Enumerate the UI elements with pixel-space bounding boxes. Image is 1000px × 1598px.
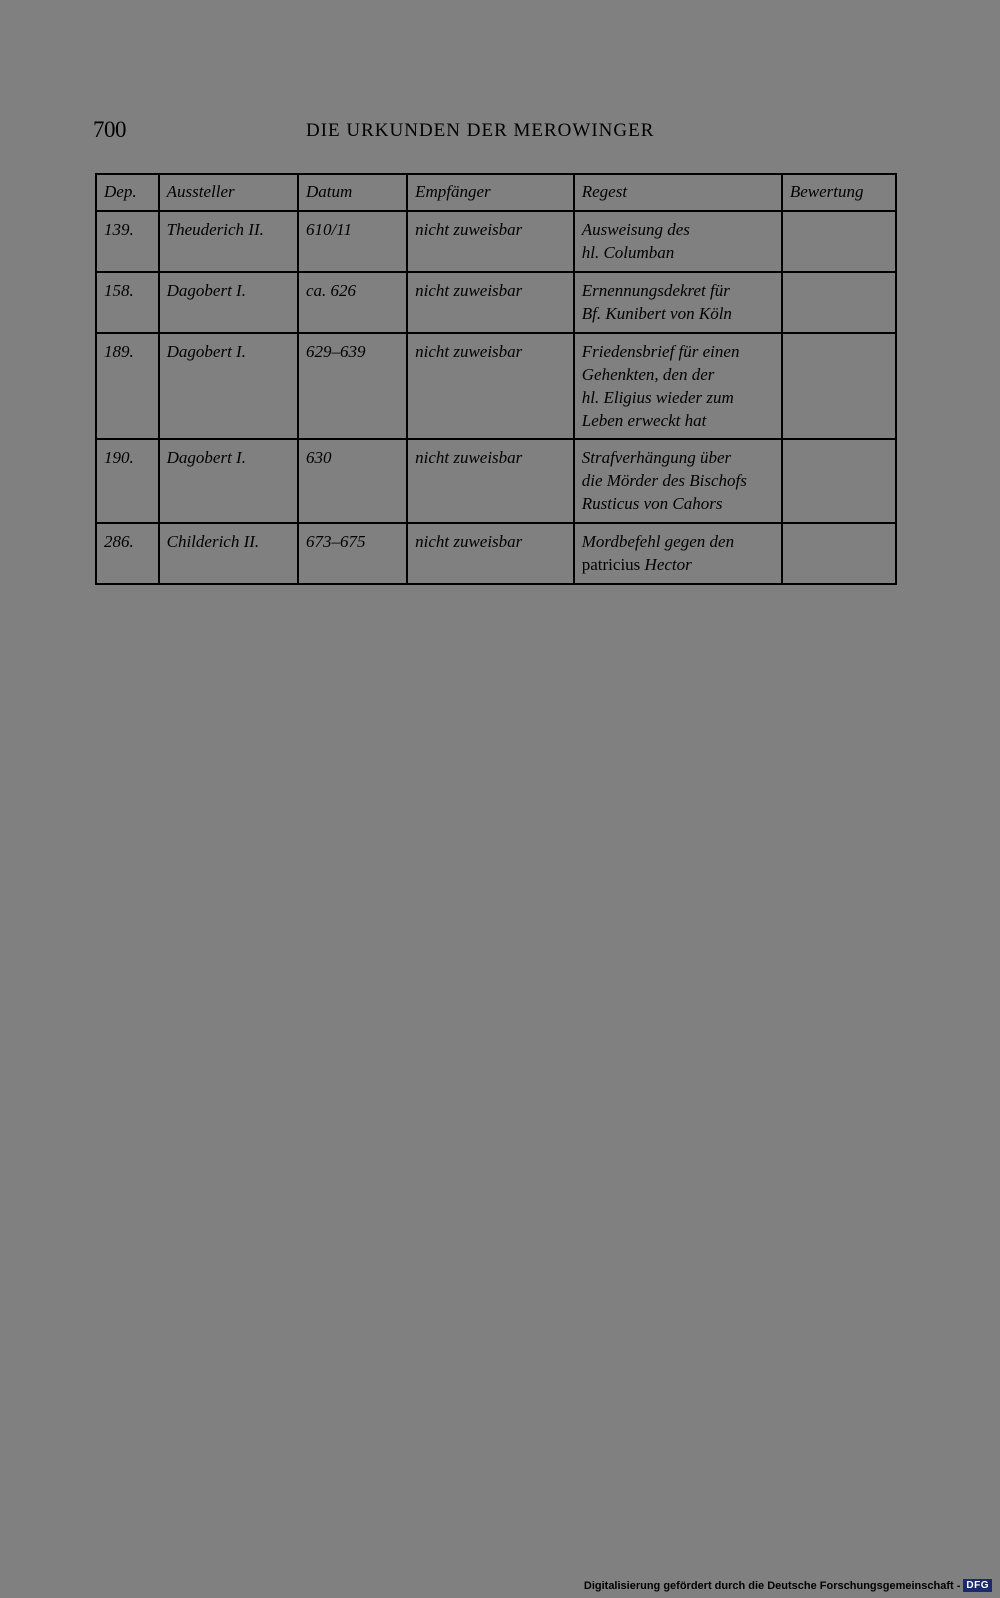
footer-credit: [584, 1579, 992, 1592]
regest-line: Leben erweckt hat: [581, 411, 707, 430]
cell-dep: 139.: [96, 211, 159, 272]
cell-aussteller: Dagobert I.: [159, 272, 298, 333]
cell-regest: [574, 272, 782, 333]
cell-datum: 673–675: [298, 523, 407, 584]
cell-dep: 190.: [96, 439, 159, 523]
table-row: [96, 333, 896, 439]
regest-upright-word: patricius: [581, 555, 641, 574]
regest-italic-word: Hector: [644, 555, 692, 574]
header-dep: Dep.: [96, 174, 159, 211]
regest-line-mixed: [582, 553, 774, 576]
header-datum: Datum: [298, 174, 407, 211]
document-table: [95, 173, 897, 585]
regest-line: Ernennungsdekret für: [581, 281, 730, 300]
cell-dep: 189.: [96, 333, 159, 439]
cell-datum: ca. 626: [298, 272, 407, 333]
header-empfaenger: Empfänger: [407, 174, 574, 211]
cell-aussteller: Dagobert I.: [159, 439, 298, 523]
header-regest: Regest: [574, 174, 782, 211]
regest-line: Strafverhängung über: [581, 448, 732, 467]
cell-empfaenger: nicht zuweisbar: [407, 333, 574, 439]
cell-datum: 629–639: [298, 333, 407, 439]
regest-line: hl. Columban: [581, 243, 675, 262]
cell-empfaenger: nicht zuweisbar: [407, 272, 574, 333]
cell-regest: [574, 523, 782, 584]
cell-bewertung: [782, 211, 896, 272]
cell-empfaenger: nicht zuweisbar: [407, 211, 574, 272]
table-row: [96, 523, 896, 584]
cell-regest: [574, 333, 782, 439]
cell-aussteller: Childerich II.: [159, 523, 298, 584]
dfg-logo: DFG: [963, 1579, 992, 1592]
cell-datum: 610/11: [298, 211, 407, 272]
cell-regest: [574, 439, 782, 523]
cell-bewertung: [782, 439, 896, 523]
header-aussteller: Aussteller: [159, 174, 298, 211]
cell-bewertung: [782, 272, 896, 333]
cell-bewertung: [782, 333, 896, 439]
table-row: [96, 272, 896, 333]
regest-line: Bf. Kunibert von Köln: [581, 304, 732, 323]
table-header-row: [96, 174, 896, 211]
cell-empfaenger: nicht zuweisbar: [407, 523, 574, 584]
header-bewertung: Bewertung: [782, 174, 896, 211]
regest-line: Mordbefehl gegen den: [581, 532, 735, 551]
cell-bewertung: [782, 523, 896, 584]
table-row: [96, 211, 896, 272]
cell-dep: 286.: [96, 523, 159, 584]
cell-dep: 158.: [96, 272, 159, 333]
cell-regest: [574, 211, 782, 272]
footer-text: Digitalisierung gefördert durch die Deutsche Forschungsgemeinschaft -: [583, 1579, 961, 1592]
cell-empfaenger: nicht zuweisbar: [407, 439, 574, 523]
regest-line: die Mörder des Bischofs: [581, 471, 747, 490]
page-number: 700: [93, 117, 126, 142]
regest-line: Friedensbrief für einen: [581, 342, 740, 361]
cell-aussteller: Dagobert I.: [159, 333, 298, 439]
cell-aussteller: Theuderich II.: [159, 211, 298, 272]
regest-line: Rusticus von Cahors: [581, 494, 723, 513]
regest-line: Gehenkten, den der: [581, 365, 715, 384]
regest-line: Ausweisung des: [581, 220, 690, 239]
running-head: DIE URKUNDEN DER MEROWINGER: [306, 120, 655, 141]
table-row: [96, 439, 896, 523]
cell-datum: 630: [298, 439, 407, 523]
regest-line: hl. Eligius wieder zum: [581, 388, 734, 407]
